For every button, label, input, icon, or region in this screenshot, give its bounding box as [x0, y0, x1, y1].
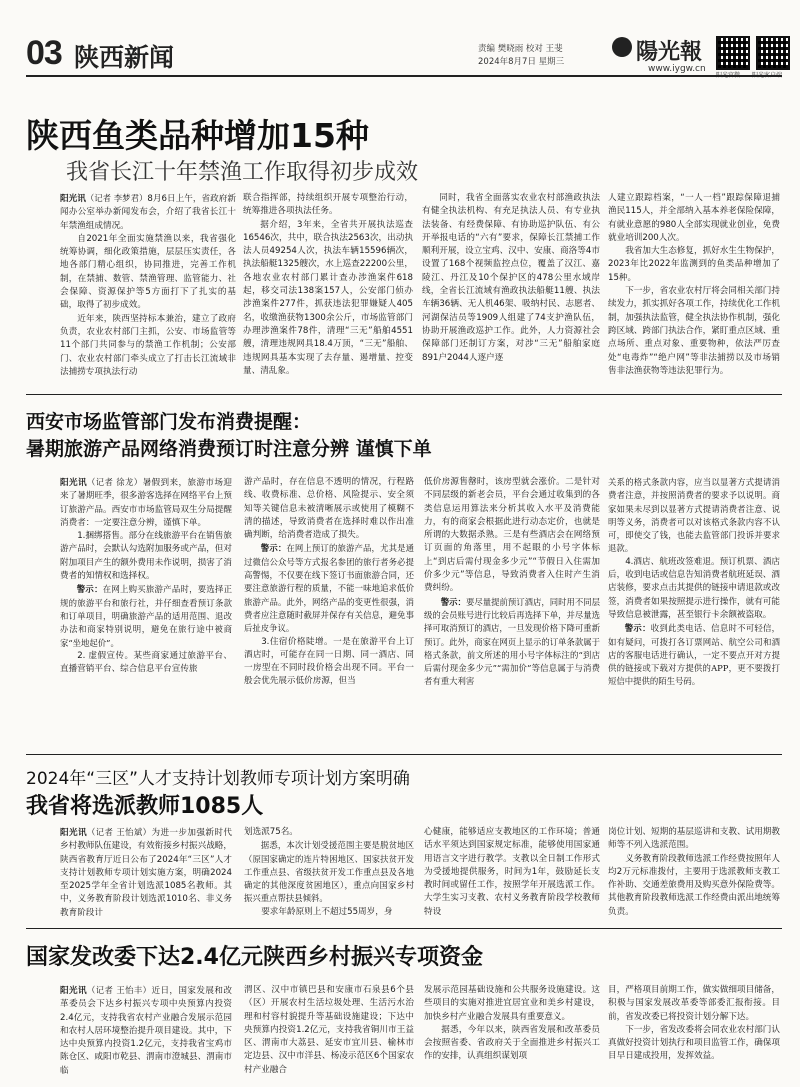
editors-line: 责编 樊晓雨 校对 王斐: [478, 44, 563, 54]
article2-col1: 阳光讯（记者 徐龙）暑假到来，旅游市场迎来了暑期旺季，很多游客选择在网络平台上预订旅游产品。西安市市场监管局双生分局提醒消费者：一定要注意分辨，谨慎下单。 1.捆绑搭售。部分在线旅游平台在销售旅游产品时，会默认勾选附加服务或产品，但对附加项目产生的额外费用未作说明，损害了消费者的知情权和选择权。 警示：在网上购买旅游产品时，要选择正规的旅游平台和旅行社，并仔细查看预订条款和订单项目，明确旅游产品的适用范围、退改办法和商家特别说明，避免在旅行途中被商家“坐地起价”。 2. 虚假宣传。某些商家通过旅游平台、直播营销平台、综合信息平台宣传旅: [60, 477, 232, 675]
article4-col2: 渭区、汉中市镇巴县和安康市石泉县6个县（区）开展农村生活垃圾处理、生活污水治理和村容村貌提升等基础设施建设；下达中央预算内投资1.2亿元，支持我省铜川市王益区、渭南市大荔县、延安市宜川县、榆林市定边县、汉中市洋县、杨凌示范区6个国家农村产业融合: [244, 985, 414, 1075]
article1-col1: 阳光讯（记者 李梦君）8月6日上午，省政府新闻办公室举办新闻发布会，介绍了我省长江十年禁渔组成情况。 自2021年全面实施禁渔以来，我省强化统筹协调，细化政策措施，层层压实责任，各地各部门精心组织，协同推进，完善工作机制，在禁捕、数管、禁渔管理、监管能力、社会保障、资源保护等5方面打下了扎实的基础，取得了初步成效。 近年来，陕西坚持标本兼治，建立了政府负责，农业农村部门主抓，公安、市场监管等11个部门共同参与的禁渔工作机制；公安部门、农业农村部门牵头成立了打击长江流域非法捕捞专项执法行动: [60, 193, 236, 377]
site-url[interactable]: www.iygw.cn: [648, 64, 706, 74]
byline: 阳光讯: [60, 828, 87, 838]
divider: [26, 928, 782, 929]
article4-col4: 目，严格项目前期工作，做实做细项目储备，积极与国家发展改革委等部委汇报衔接。目前，省发改委已将投资计划分解下达。 下一步，省发改委将会同农业农村部门认真做好投资计划执行和项目监管工作，确保项目早日建成投用，发挥效益。: [608, 985, 780, 1062]
article2-col4: 关系的格式条款内容，应当以显著方式提请消费者注意，并按照消费者的要求予以说明。商家如果未尽到以显著方式提请消费者注意、说明等义务，消费者可以对该格式条款内容不认可，即使交了钱，也能去监管部门投诉并要求退款。 4.酒店、航班改签难退。预订机票、酒店后，收到电话或信息告知消费者航班延误、酒店装修，要求点击其提供的链接申请退款或改签，消费者如果按照提示进行操作，就有可能导致信息被泄露，甚至银行卡余额被盗取。 警示：收到此类电话、信息时不可轻信，如有疑问，可拨打各订票网站、航空公司和酒店的客服电话进行确认，一定不要点开对方提供的链接或下载对方提供的APP，更不要拨打短信中提供的陌生号码。: [608, 477, 780, 687]
article1-subtitle: 我省长江十年禁渔工作取得初步成效: [66, 160, 419, 185]
page-number: 03: [26, 34, 62, 72]
brand-logo-icon: [612, 37, 632, 57]
byline: 阳光讯: [60, 986, 87, 996]
article3-col4: 岗位计划、短期的基层巡讲和支教、试用期教师等不列入选派范围。 义务教育阶段教师选派工作经费按照年人均2万元标准拨付，主要用于选派教师支教工作补助、交通差旅费用及购买意外保险费等。其他教育阶段教师选派工作经费由派出地统筹负责。: [608, 827, 780, 917]
article3-kicker: 2024年“三区”人才支持计划教师专项计划方案明确: [26, 769, 410, 789]
article1-col3: 同时，我省全面落实农业农村部渔政执法有健全执法机构、有充足执法人员、有专业执法装备、有经费保障、有协助巡护队伍、有公开举报电话的“六有”要求，保障长江禁捕工作顺利开展，设立宝鸡、汉中、安康、商洛等4市设置了168个视频监控点位，覆盖了汉江、嘉陵江、丹江及10个保护区的478公里水域岸线，全省长江流域有渔政执法船艇11艘、执法车辆36辆、无人机46架、吸纳村民、志愿者、河湖保洁员等1909人组建了74支护渔队伍，协助开展渔政巡护工作。此外，人力资源社会保障部门还制订方案，对涉“三无”船舶家庭891户2044人逐户逐: [422, 193, 600, 363]
brand-logo: 陽光報: [636, 39, 703, 65]
article2-col3: 低价房源售罄时，该房型就会涨价。二是针对不同层级的新老会员，平台会通过收集到的各类信息运用算法来分析其收入水平及消费能力，有的商家会根据此进行动态定价，也就是所谓的大数据杀熟。三是有些酒店会在网络预订页面的角落里，用不起眼的小号字体标上“到店后需付现金多少元”“节假日入住需加价多少元”等信息，导致消费者入住时产生消费纠纷。 警示：要尽量提前预订酒店，同时用不同层级的会员账号进行比较后再选择下单，并尽量选择可取消预订的酒店，一旦发现价格下降可重新预订。此外，商家在网页上显示的订单条款属于格式条款，前文所述的用小号字体标注的“到店后需付现金多少元”“需加价”等信息属于与消费者有重大利害: [424, 477, 600, 687]
article1-title: 陕西鱼类品种增加15种: [26, 116, 369, 155]
issue-date: 2024年8月7日 星期三: [478, 57, 565, 67]
qr-code-icon: [756, 36, 790, 70]
masthead: [0, 0, 800, 80]
section-name: 陕西新闻: [74, 43, 175, 72]
article4-col1: 阳光讯（记者 王怡丰）近日，国家发展和改革委员会下达乡村振兴专项中央预算内投资2.4亿元，支持我省农村产业融合发展示范园和农村人居环境整治提升项目建设。其中，下达中央预算内投资1.2亿元，支持我省宝鸡市陈仓区、咸阳市乾县、渭南市澄城县、渭南市临: [60, 985, 232, 1076]
byline: 阳光讯: [60, 194, 86, 204]
article4-title: 国家发改委下达2.4亿元陕西乡村振兴专项资金: [26, 945, 483, 970]
article2-title-line1: 西安市场监管部门发布消费提醒：: [26, 411, 312, 433]
article3-col1: 阳光讯（记者 王怡斌）为进一步加强新时代乡村教师队伍建设，有效衔接乡村振兴战略，陕西省教育厅近日公布了2024年“三区”人才支持计划教师专项计划实施方案，明确2024至2025学年全省计划选派1085名教师。其中，义务教育阶段计划选派1010名、非义务教育阶段计: [60, 827, 232, 918]
byline: 阳光讯: [60, 478, 87, 488]
article1-col4: 人建立跟踪档案，“一人一档”跟踪保障退捕渔民115人，并全部纳入基本养老保险保障，有就业意愿的980人全部实现就业创业，免费就业培训200人次。 我省加大生态修复，抓好水生生物保护，2023年比2022年监测到的鱼类品种增加了15种。 下一步，省农业农村厅将会同相关部门持续发力，抓实抓好各项工作，持续优化工作机制，加强执法监管，健全执法协作机制，强化跨区域、跨部门执法合作，紧盯重点区域、重点场所、重点对象、重要物种，依法严厉查处“电毒炸”“绝户网”等非法捕捞以及市场销售非法渔获物等违法犯罪行为。: [608, 193, 780, 376]
article2-col2: 游产品时，存在信息不透明的情况，行程路线、收费标准、总价格、风险提示、安全须知等关键信息未被清晰展示或使用了模糊不清的描述，导致消费者在选择时难以作出准确判断，给消费者造成了损失。 警示：在网上预订的旅游产品，尤其是通过微信公众号等方式报名参团的旅行者务必提高警惕，不仅要在线下签订书面旅游合同，还要注意旅游行程的质量，不能一味地追求低价旅游产品。此外，网络产品的变更性很强，消费者应注意随时截屏并保存有关信息，避免事后扯皮争议。 3.住宿价格陡增。一是在旅游平台上订酒店时，可能存在同一日期、同一酒店、同一房型在不同时段价格会出现不同。平台一般会优先展示低价房源，但当: [244, 477, 414, 687]
article1-col2: 联合指挥部，持续组织开展专项整治行动，统筹推进各项执法任务。 据介绍，3年来，全省共开展执法巡查16546次，共中，联合执法2563次，出动执法人员49254人次，执法车辆15596辆次，执法船艇1325艘次，水上巡查22200公里，各地农业农村部门累计查办涉渔案件618起，移交司法138案157人，公安部门侦办涉渔案件277件，抓获违法犯罪嫌疑人405名，收缴渔获物1300余公斤，市场监管部门办理涉渔案件78件，清理“三无”船舶4551艘，清理违规网具18.4万顶，“三无”船舶、违规网具基本实现了去存量、遏增量、控变量、清乱象。: [243, 193, 413, 376]
divider: [26, 754, 782, 755]
divider: [26, 394, 782, 395]
qr-code-icon: [716, 36, 750, 70]
article4-col3: 发展示范园基础设施和公共服务设施建设。这些项目的实施对推进宜居宜业和美乡村建设，加快乡村产业融合发展具有重要意义。 据悉，今年以来，陕西省发展和改革委员会按照省委、省政府关于全面推进乡村振兴工作的安排，认真组织谋划项: [424, 985, 600, 1062]
article3-col2: 划选派75名。 据悉，本次计划受援范围主要是脱贫地区（原国家确定的连片特困地区、国家扶贫开发工作重点县、省级扶贫开发工作重点县及各地确定的其他深度贫困地区），重点向国家乡村振兴重点帮扶县倾斜。 要求年龄原则上不超过55周岁，身: [244, 827, 414, 917]
article3-title: 我省将选派教师1085人: [26, 794, 264, 819]
article3-col3: 心健康，能够适应支教地区的工作环境；普通话水平须达到国家规定标准，能够使用国家通用语言文字进行教学。支教以全日制工作形式为受援地提供服务，时间为1年，鼓励延长支教时间或留任工作，按照学年开展选派工作。大学生实习支教、农村义务教育阶段学校教师特设: [424, 827, 600, 917]
masthead-rule: [26, 75, 782, 77]
article2-title-line2: 暑期旅游产品网络消费预订时注意分辨 谨慎下单: [26, 438, 432, 460]
